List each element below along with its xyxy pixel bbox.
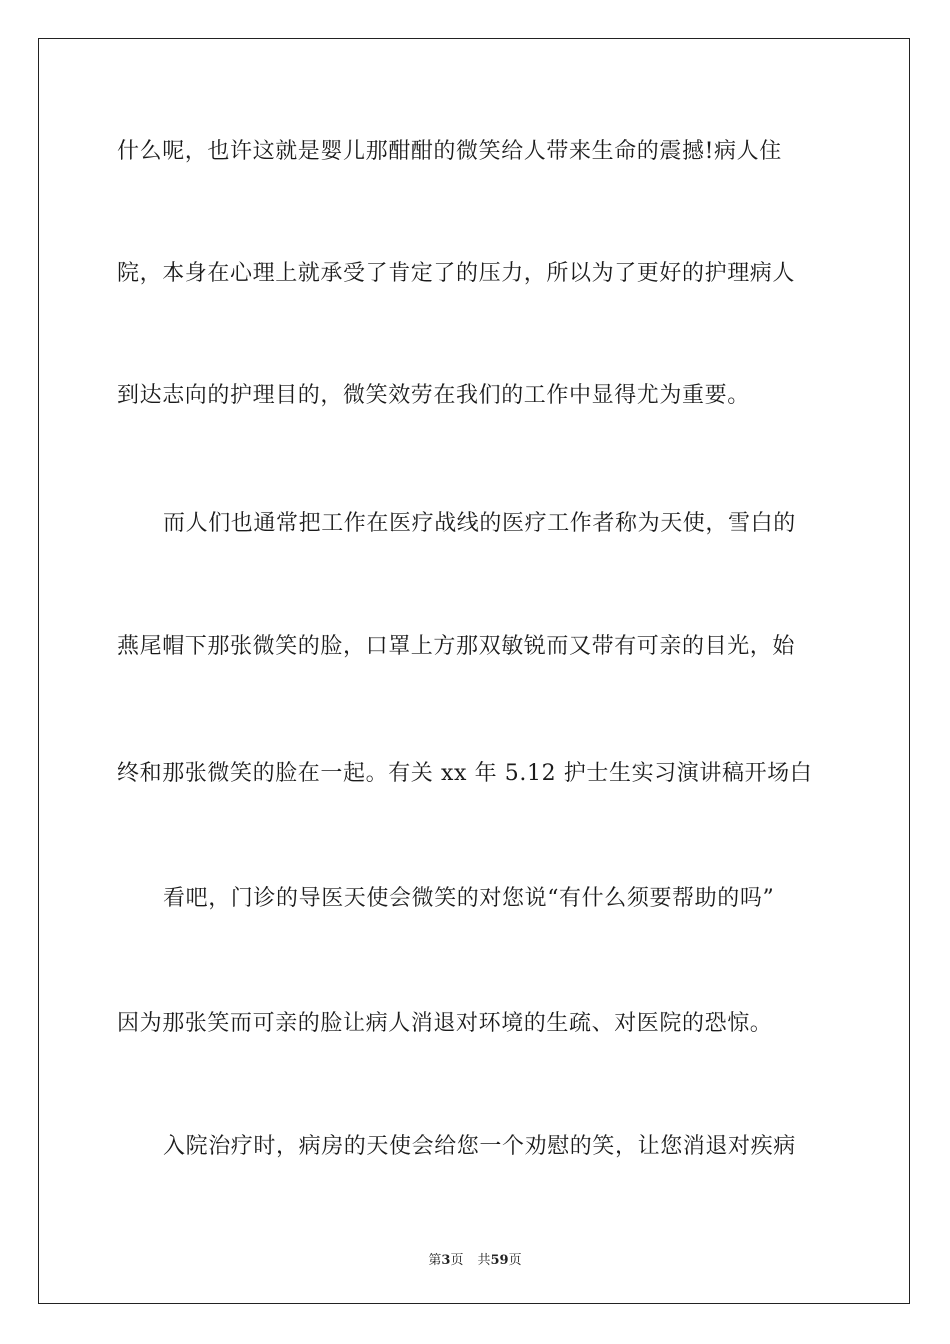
body-line-5: 燕尾帽下那张微笑的脸，口罩上方那双敏锐而又带有可亲的目光，始 (117, 634, 796, 659)
body-line-6: 终和那张微笑的脸在一起。有关 xx 年 5.12 护士生实习演讲稿开场白 (117, 761, 813, 786)
page-border (38, 38, 910, 1304)
footer-total-suffix: 页 (508, 1253, 522, 1268)
footer-total-pages: 59 (490, 1253, 509, 1268)
body-line-2: 院，本身在心理上就承受了肯定了的压力，所以为了更好的护理病人 (117, 261, 796, 286)
footer-page-prefix: 第 (428, 1253, 442, 1268)
body-line-4: 而人们也通常把工作在医疗战线的医疗工作者称为天使，雪白的 (163, 511, 796, 536)
body-line-3: 到达志向的护理目的，微笑效劳在我们的工作中显得尤为重要。 (117, 383, 750, 408)
body-line-8: 因为那张笑而可亲的脸让病人消退对环境的生疏、对医院的恐惊。 (117, 1011, 773, 1036)
footer-page-suffix: 页 (450, 1253, 464, 1268)
body-line-9: 入院治疗时，病房的天使会给您一个劝慰的笑，让您消退对疾病 (163, 1134, 796, 1159)
page-footer (0, 1249, 950, 1268)
footer-page-number: 3 (441, 1253, 451, 1268)
body-line-7: 看吧，门诊的导医天使会微笑的对您说“有什么须要帮助的吗” (163, 886, 775, 911)
body-line-1: 什么呢，也许这就是婴儿那酣酣的微笑给人带来生命的震撼!病人住 (117, 139, 782, 164)
footer-total-prefix: 共 (477, 1253, 491, 1268)
